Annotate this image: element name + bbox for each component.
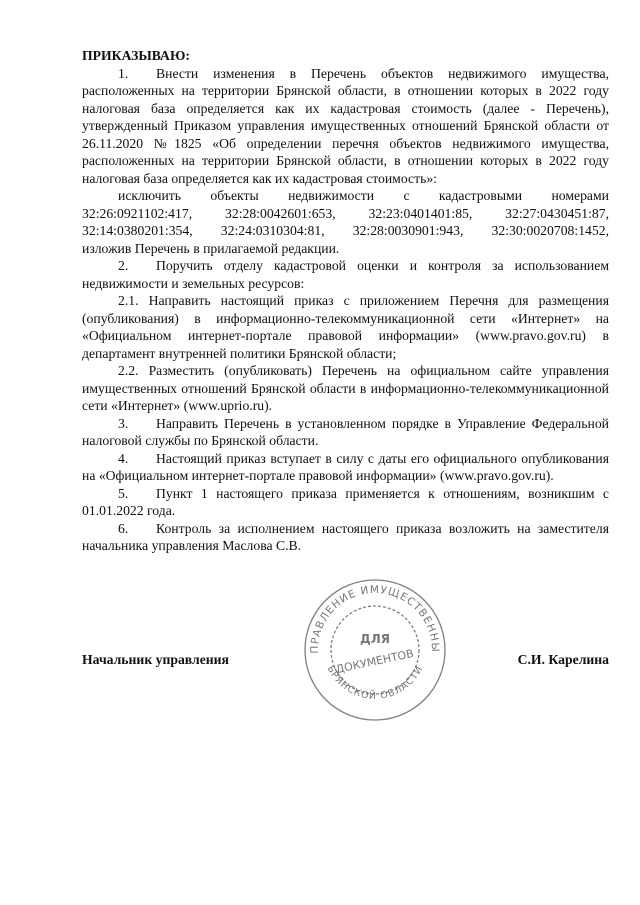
item-number-3: 3. bbox=[118, 415, 129, 431]
stamp-seal-icon bbox=[300, 575, 450, 725]
item-number-1: 1. bbox=[118, 65, 129, 81]
stamp-ring-top: ПРАВЛЕНИЕ ИМУЩЕСТВЕННЫ bbox=[308, 583, 442, 654]
paragraph-5 bbox=[82, 485, 609, 520]
item-number-5: 5. bbox=[118, 485, 129, 501]
paragraph-2-2: 2.2. Разместить (опубликовать) Перечень на официальном сайте управления имущественных отношений Брянской области в информационно-телекоммуникационной сети «Интернет» (www.uprio.ru). bbox=[82, 363, 609, 413]
order-heading: ПРИКАЗЫВАЮ: bbox=[82, 48, 190, 63]
cadastral-numbers-line-2: 32:14:0380201:354, 32:24:0310304:81, 32:28:0030901:943, 32:30:0020708:1452, bbox=[82, 223, 609, 238]
stamp-ring-bottom: БРЯНСКОЙ ОБЛАСТИ bbox=[324, 663, 426, 702]
item-number-4: 4. bbox=[118, 450, 129, 466]
paragraph-3-text: Направить Перечень в установленном порядке в Управление Федеральной налоговой службы по Брянской области. bbox=[82, 415, 609, 448]
paragraph-1 bbox=[82, 65, 609, 188]
stamp-center-line-2: ДОКУМЕНТОВ bbox=[334, 646, 415, 677]
cadastral-numbers-line-1: 32:26:0921102:417, 32:28:0042601:653, 32:23:0401401:85, 32:27:0430451:87, bbox=[82, 205, 609, 221]
official-stamp bbox=[300, 575, 450, 725]
signatory-position: Начальник управления bbox=[82, 652, 229, 667]
paragraph-2 bbox=[82, 257, 609, 292]
paragraph-2-text: Поручить отделу кадастровой оценки и контроля за использованием недвижимости и земельных ресурсов: bbox=[82, 258, 609, 291]
paragraph-6 bbox=[82, 520, 609, 555]
stamp-center-line-1: ДЛЯ bbox=[360, 632, 390, 646]
document-body bbox=[82, 47, 609, 555]
paragraph-3 bbox=[82, 415, 609, 450]
paragraph-1-text: Внести изменения в Перечень объектов недвижимого имущества, расположенных на территории Брянской области, в отношении которых в 2022 году налоговая база определяется как их кадастровая стоимость (далее - Перечень), утвержденный Приказом управления имущественных отношений Брянской области от 26.11.2020 №1825 «Об определении перечня объектов недвижимого имущества, расположенных на территории Брянской области, в отношении которых в 2022 году налоговая база определяется как их кадастровая стоимость»: bbox=[82, 65, 609, 186]
paragraph-5-text: Пункт 1 настоящего приказа применяется к отношениям, возникшим с 01.01.2022 года. bbox=[82, 485, 609, 518]
paragraph-4-text: Настоящий приказ вступает в силу с даты его официального опубликования на «Официальном интернет-портале правовой информации» (www.pravo.gov.ru). bbox=[82, 450, 609, 483]
paragraph-2-1: 2.1. Направить настоящий приказ с приложением Перечня для размещения (опубликования) в информационно-телекоммуникационной сети «Интернет» на «Официальном интернет-портале правовой информации» (www.pravo.gov.ru) в департамент внутренней политики Брянской области; bbox=[82, 293, 609, 361]
exclude-line: исключить объекты недвижимости с кадастровыми номерами bbox=[118, 188, 609, 203]
cadastral-numbers-line-3: изложив Перечень в прилагаемой редакции. bbox=[82, 240, 340, 256]
item-number-2: 2. bbox=[118, 258, 129, 273]
paragraph-4 bbox=[82, 450, 609, 485]
item-number-6: 6. bbox=[118, 520, 129, 536]
paragraph-6-text: Контроль за исполнением настоящего приказа возложить на заместителя начальника управления Маслова С.В. bbox=[82, 520, 609, 553]
signatory-name: С.И. Карелина bbox=[517, 652, 609, 667]
